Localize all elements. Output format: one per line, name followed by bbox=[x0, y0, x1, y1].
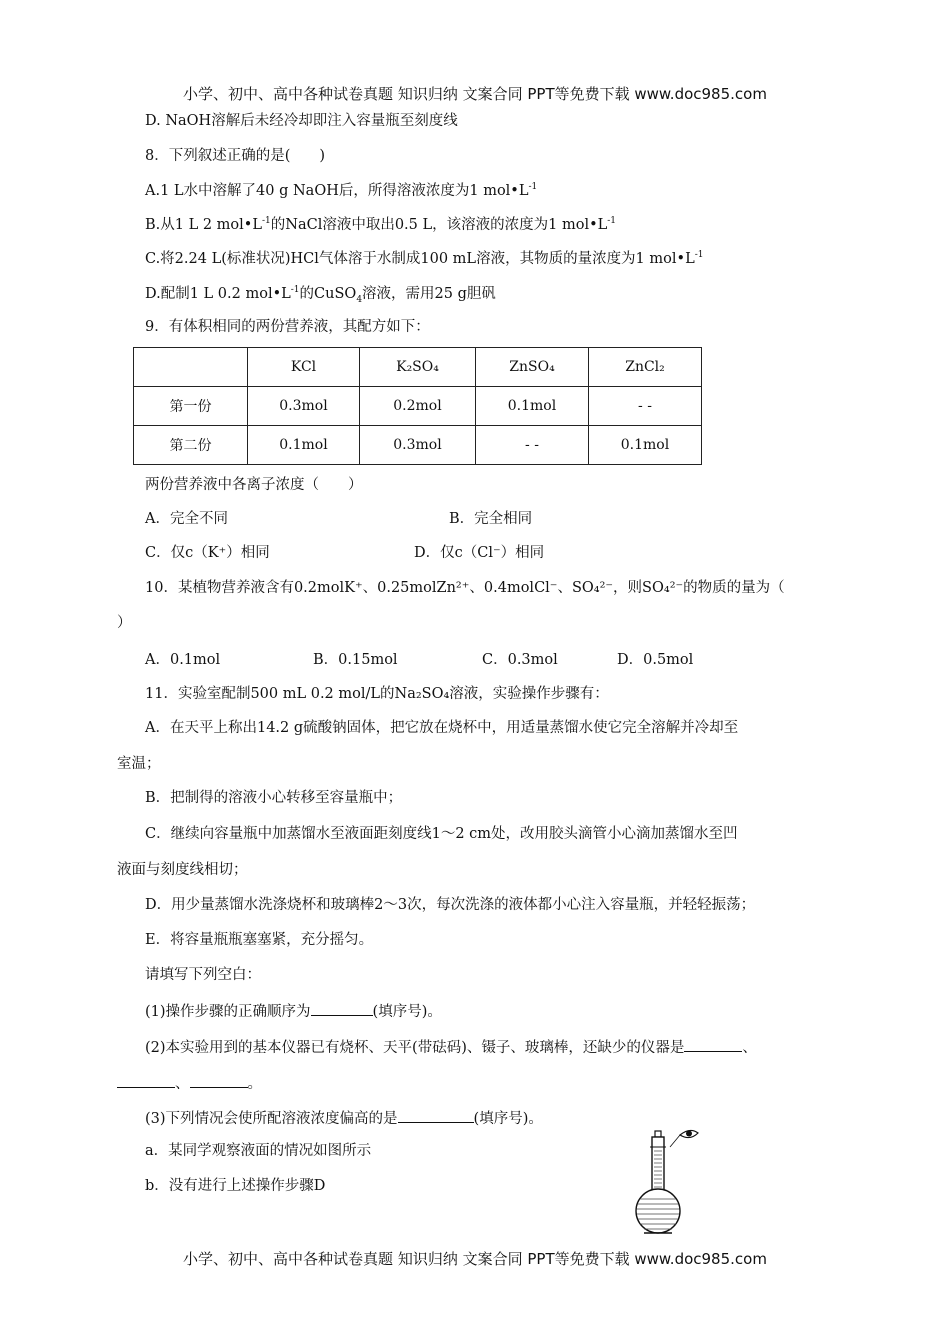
q9-option-a: A．完全不同 bbox=[145, 511, 228, 527]
table-cell: K₂SO₄ bbox=[360, 348, 476, 387]
table-cell: 0.1mol bbox=[248, 426, 360, 465]
q11-fill-instruction: 请填写下列空白： bbox=[145, 967, 261, 983]
q10-stem-close: ） bbox=[117, 615, 132, 631]
q8-option-a: A.1 L水中溶解了40 g NaOH后，所得溶液浓度为1 $mol•L^{-1}$ bbox=[145, 182, 538, 199]
q10-option-a: A．0.1mol bbox=[145, 652, 221, 668]
table-cell: 0.2mol bbox=[360, 387, 476, 426]
q9-option-b: B．完全相同 bbox=[449, 511, 533, 527]
q8-option-b: B.从1 L 2 $mol•L^{-1}$的NaCl溶液中取出0.5 L，该溶液的浓度为1 $mol•L^{-1}$ bbox=[145, 216, 617, 233]
table-cell bbox=[134, 348, 248, 387]
q11-part-3-a: a．某同学观察液面的情况如图所示 bbox=[145, 1143, 372, 1159]
table-cell: 0.1mol bbox=[476, 387, 589, 426]
q10-option-d: D．0.5mol bbox=[617, 652, 694, 668]
page-header: 小学、初中、高中各种试卷真题 知识归纳 文案合同 PPT等免费下载 www.doc985.com bbox=[183, 85, 767, 103]
q8-option-d: D.配制1 L 0.2 $mol•L^{-1}$的CuSO$_4$溶液，需用25 g胆矾 bbox=[145, 285, 496, 305]
q9-stem: 9．有体积相同的两份营养液，其配方如下： bbox=[145, 319, 430, 335]
q10-stem: 10．某植物营养液含有0.2molK⁺、0.25molZn²⁺、0.4molCl⁻、SO₄²⁻，则SO₄²⁻的物质的量为（ bbox=[145, 580, 785, 596]
q10-option-b: B．0.15mol bbox=[313, 652, 398, 668]
page-footer: 小学、初中、高中各种试卷真题 知识归纳 文案合同 PPT等免费下载 www.doc985.com bbox=[183, 1250, 767, 1268]
eye-icon bbox=[670, 1130, 698, 1147]
table-cell: 第一份 bbox=[134, 387, 248, 426]
table-cell: KCl bbox=[248, 348, 360, 387]
table-cell: - - bbox=[589, 387, 702, 426]
volumetric-flask-diagram bbox=[630, 1125, 705, 1237]
q9-question: 两份营养液中各离子浓度（ ） bbox=[145, 477, 363, 493]
q9-option-c: C．仅c（K⁺）相同 bbox=[145, 545, 270, 561]
table-cell: 第二份 bbox=[134, 426, 248, 465]
q11-step-d: D．用少量蒸馏水洗涤烧杯和玻璃棒2～3次，每次洗涤的液体都小心注入容量瓶，并轻轻振荡； bbox=[145, 897, 756, 913]
answer-blank[interactable] bbox=[190, 1072, 248, 1088]
q11-part-2: (2)本实验用到的基本仪器已有烧杯、天平(带砝码)、镊子、玻璃棒，还缺少的仪器是 、 bbox=[145, 1036, 757, 1058]
q11-step-b: B．把制得的溶液小心转移至容量瓶中； bbox=[145, 790, 403, 806]
q10-option-c: C．0.3mol bbox=[482, 652, 558, 668]
answer-blank[interactable] bbox=[684, 1036, 742, 1052]
q8-option-c: C.将2.24 L(标准状况)HCl气体溶于水制成100 mL溶液，其物质的量浓度为1 $mol•L^{-1}$ bbox=[145, 250, 704, 267]
table-row bbox=[134, 426, 702, 465]
q11-step-a: A．在天平上称出14.2 g硫酸钠固体，把它放在烧杯中，用适量蒸馏水使它完全溶解并冷却至 bbox=[145, 720, 739, 736]
table-cell: 0.3mol bbox=[248, 387, 360, 426]
q9-option-d: D．仅c（Cl⁻）相同 bbox=[414, 545, 545, 561]
table-cell: ZnCl₂ bbox=[589, 348, 702, 387]
q11-step-e: E．将容量瓶瓶塞塞紧，充分摇匀。 bbox=[145, 932, 374, 948]
table-cell: - - bbox=[476, 426, 589, 465]
table-cell: 0.3mol bbox=[360, 426, 476, 465]
q11-step-c-cont: 液面与刻度线相切； bbox=[117, 862, 248, 878]
table-header-row bbox=[134, 348, 702, 387]
q11-part-1: (1)操作步骤的正确顺序为 (填序号)。 bbox=[145, 1000, 442, 1022]
q8-stem: 8．下列叙述正确的是( ) bbox=[145, 148, 326, 164]
q11-part-2-cont: 、 。 bbox=[117, 1072, 262, 1094]
answer-blank[interactable] bbox=[398, 1107, 474, 1123]
table-cell: ZnSO₄ bbox=[476, 348, 589, 387]
q11-stem: 11．实验室配制500 mL 0.2 mol/L的Na₂SO₄溶液，实验操作步骤有： bbox=[145, 686, 609, 702]
answer-blank[interactable] bbox=[311, 1000, 373, 1016]
q11-part-3: (3)下列情况会使所配溶液浓度偏高的是 (填序号)。 bbox=[145, 1107, 543, 1129]
q11-step-a-cont: 室温； bbox=[117, 756, 161, 772]
q7-option-d: D. NaOH溶解后未经冷却即注入容量瓶至刻度线 bbox=[145, 113, 458, 129]
table-row bbox=[134, 387, 702, 426]
table-cell: 0.1mol bbox=[589, 426, 702, 465]
answer-blank[interactable] bbox=[117, 1072, 175, 1088]
q9-formula-table bbox=[133, 347, 702, 465]
q11-step-c: C．继续向容量瓶中加蒸馏水至液面距刻度线1～2 cm处，改用胶头滴管小心滴加蒸馏水至凹 bbox=[145, 826, 738, 842]
q11-part-3-b: b．没有进行上述操作步骤D bbox=[145, 1178, 326, 1194]
